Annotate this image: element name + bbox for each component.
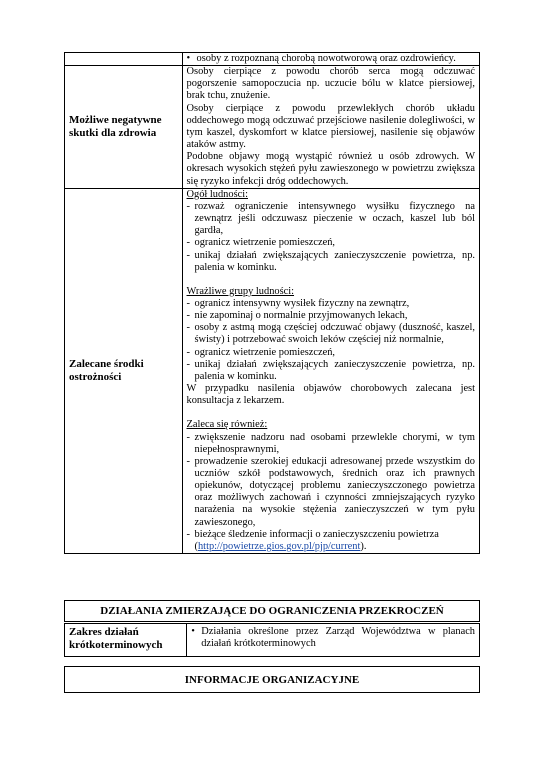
list-item: - ogranicz wietrzenie pomieszczeń, [187, 237, 475, 249]
list-item-text: prowadzenie szerokiej edukacji adresowanej przede wszystkim do uczniów szkół podstawowych, średnich oraz ich prawnych opiekunów, dotyczącej problemu zanieczyszczonego powietrza oraz możliwych zachowań i czynności zmniejszających ryzyko narażenia na wysokie stężenia zanieczyszczeń w tym pyłu zawieszonego, [194, 455, 475, 528]
also-recommended-heading: Zaleca się również: [186, 419, 268, 431]
list-item-text: osoby z rozpoznaną chorobą nowotworową oraz ozdrowieńcy. [196, 53, 456, 64]
general-population-heading: Ogół ludności: [186, 188, 248, 200]
list-item: - nie zapominaj o normalnie przyjmowanych lekach, [187, 310, 475, 322]
list-item [187, 53, 475, 65]
list-item-text: rozważ ograniczenie intensywnego wysiłku fizycznego na zewnątrz jeśli odczuwasz pieczenie w oczach, kaszel lub ból gardła, [194, 200, 475, 237]
list-item: - unikaj działań zwiększających zanieczyszczenie powietrza, np. palenia w kominku. [186, 249, 475, 273]
table-row [65, 66, 480, 189]
short-term-content [187, 624, 480, 657]
table-row [65, 188, 480, 553]
negative-effects-content [182, 66, 479, 189]
list-item: - unikaj działań zwiększających zanieczyszczenie powietrza, np. palenia w kominku. [186, 358, 475, 382]
precautions-label: Zalecane środki ostrożności [65, 188, 183, 553]
list-item-text: ogranicz wietrzenie pomieszczeń, [194, 346, 336, 358]
section-title: INFORMACJE ORGANIZACYJNE [184, 674, 360, 686]
list-item: - bieżące śledzenie informacji o zanieczyszczeniu powietrza (http://powietrze.gios.gov.pl/pjp/current). [187, 529, 475, 553]
list-item-text: Działania określone przez Zarząd Województwa w planach działań krótkoterminowych [201, 626, 475, 650]
list-item-text: nie zapominaj o normalnie przyjmowanych lekach, [194, 310, 408, 322]
paragraph: Osoby cierpiące z powodu przewlekłych chorób układu oddechowego mogą odczuwać przejściowe nasilenie dolegliwości, w tym kaszel, dyskomfort w klatce piersiowej, nasilenie się objawów ataków astmy. [186, 102, 475, 151]
list-item-text: unikaj działań zwiększających zanieczyszczenie powietrza, np. palenia w kominku. [194, 358, 475, 382]
list-item [191, 626, 475, 650]
list-item: - zwiększenie nadzoru nad osobami przewlekle chorymi, w tym niepełnosprawnymi, [186, 431, 475, 455]
list-item-text: ogranicz wietrzenie pomieszczeń, [194, 237, 336, 249]
list-item-text: osoby z astmą mogą częściej odczuwać objawy (duszność, kaszel, świsty) i potrzebować swoich leków częściej niż normalnie, [194, 322, 475, 346]
air-quality-link[interactable]: http://powietrze.gios.gov.pl/pjp/current [197, 540, 361, 552]
list-item-text: unikaj działań zwiększających zanieczyszczenie powietrza, np. palenia w kominku. [194, 249, 475, 273]
bullet-icon: • [186, 53, 191, 64]
list-item-text: ogranicz intensywny wysiłek fizyczny na zewnątrz, [194, 297, 410, 309]
list-item: - osoby z astmą mogą częściej odczuwać objawy (duszność, kaszel, świsty) i potrzebować swoich leków częściej niż normalnie, [186, 322, 475, 346]
section-title: DZIAŁANIA ZMIERZAJĄCE DO OGRANICZENIA PRZEKROCZEŃ [100, 605, 444, 617]
short-term-actions-table [64, 623, 480, 657]
table-row [65, 624, 480, 657]
table-row [65, 53, 480, 66]
short-term-label: Zakres działań krótkoterminowych [65, 624, 187, 657]
list-item-text: bieżące śledzenie informacji o zanieczyszczeniu powietrza (http://powietrze.gios.gov.pl/pjp/current). [194, 528, 439, 552]
precautions-content [182, 188, 479, 553]
organizational-section-header [64, 666, 480, 693]
paragraph: Podobne objawy mogą wystąpić również u osób zdrowych. W okresach wysokich stężeń pyłu zawieszonego w powietrzu zwiększa się ryzyko infekcji dróg oddechowych. [186, 151, 475, 187]
sensitive-groups-heading: Wrażliwe grupy ludności: [186, 285, 295, 297]
top-bullet-cell [182, 53, 479, 66]
list-item: - prowadzenie szerokiej edukacji adresowanej przede wszystkim do uczniów szkół podstawowych, średnich oraz ich prawnych opiekunów, dotyczącej problemu zanieczyszczonego powietrza oraz możliwych zachowań i czynności zmniejszających ryzyko narażenia na wysokie stężenia zanieczyszczeń w tym pyłu zawieszonego, [186, 455, 475, 528]
bullet-icon: • [191, 626, 195, 637]
paragraph: Osoby cierpiące z powodu chorób serca mogą odczuwać pogorszenie samopoczucia np. uczucie bólu w klatce piersiowej, brak tchu, znużenie. [186, 66, 475, 102]
list-item: - ogranicz wietrzenie pomieszczeń, [187, 347, 475, 359]
list-item: - ogranicz intensywny wysiłek fizyczny na zewnątrz, [187, 298, 475, 310]
empty-label-cell [65, 53, 183, 66]
negative-effects-label: Możliwe negatywne skutki dla zdrowia [65, 66, 183, 189]
list-item: - rozważ ograniczenie intensywnego wysiłku fizycznego na zewnątrz jeśli odczuwasz pieczenie w oczach, kaszel lub ból gardła, [186, 200, 475, 237]
health-info-table [64, 52, 480, 554]
actions-section-header [64, 600, 480, 622]
doctor-note: W przypadku nasilenia objawów chorobowych zalecana jest konsultacja z lekarzem. [186, 383, 475, 407]
list-item-text: zwiększenie nadzoru nad osobami przewlekle chorymi, w tym niepełnosprawnymi, [194, 431, 475, 455]
